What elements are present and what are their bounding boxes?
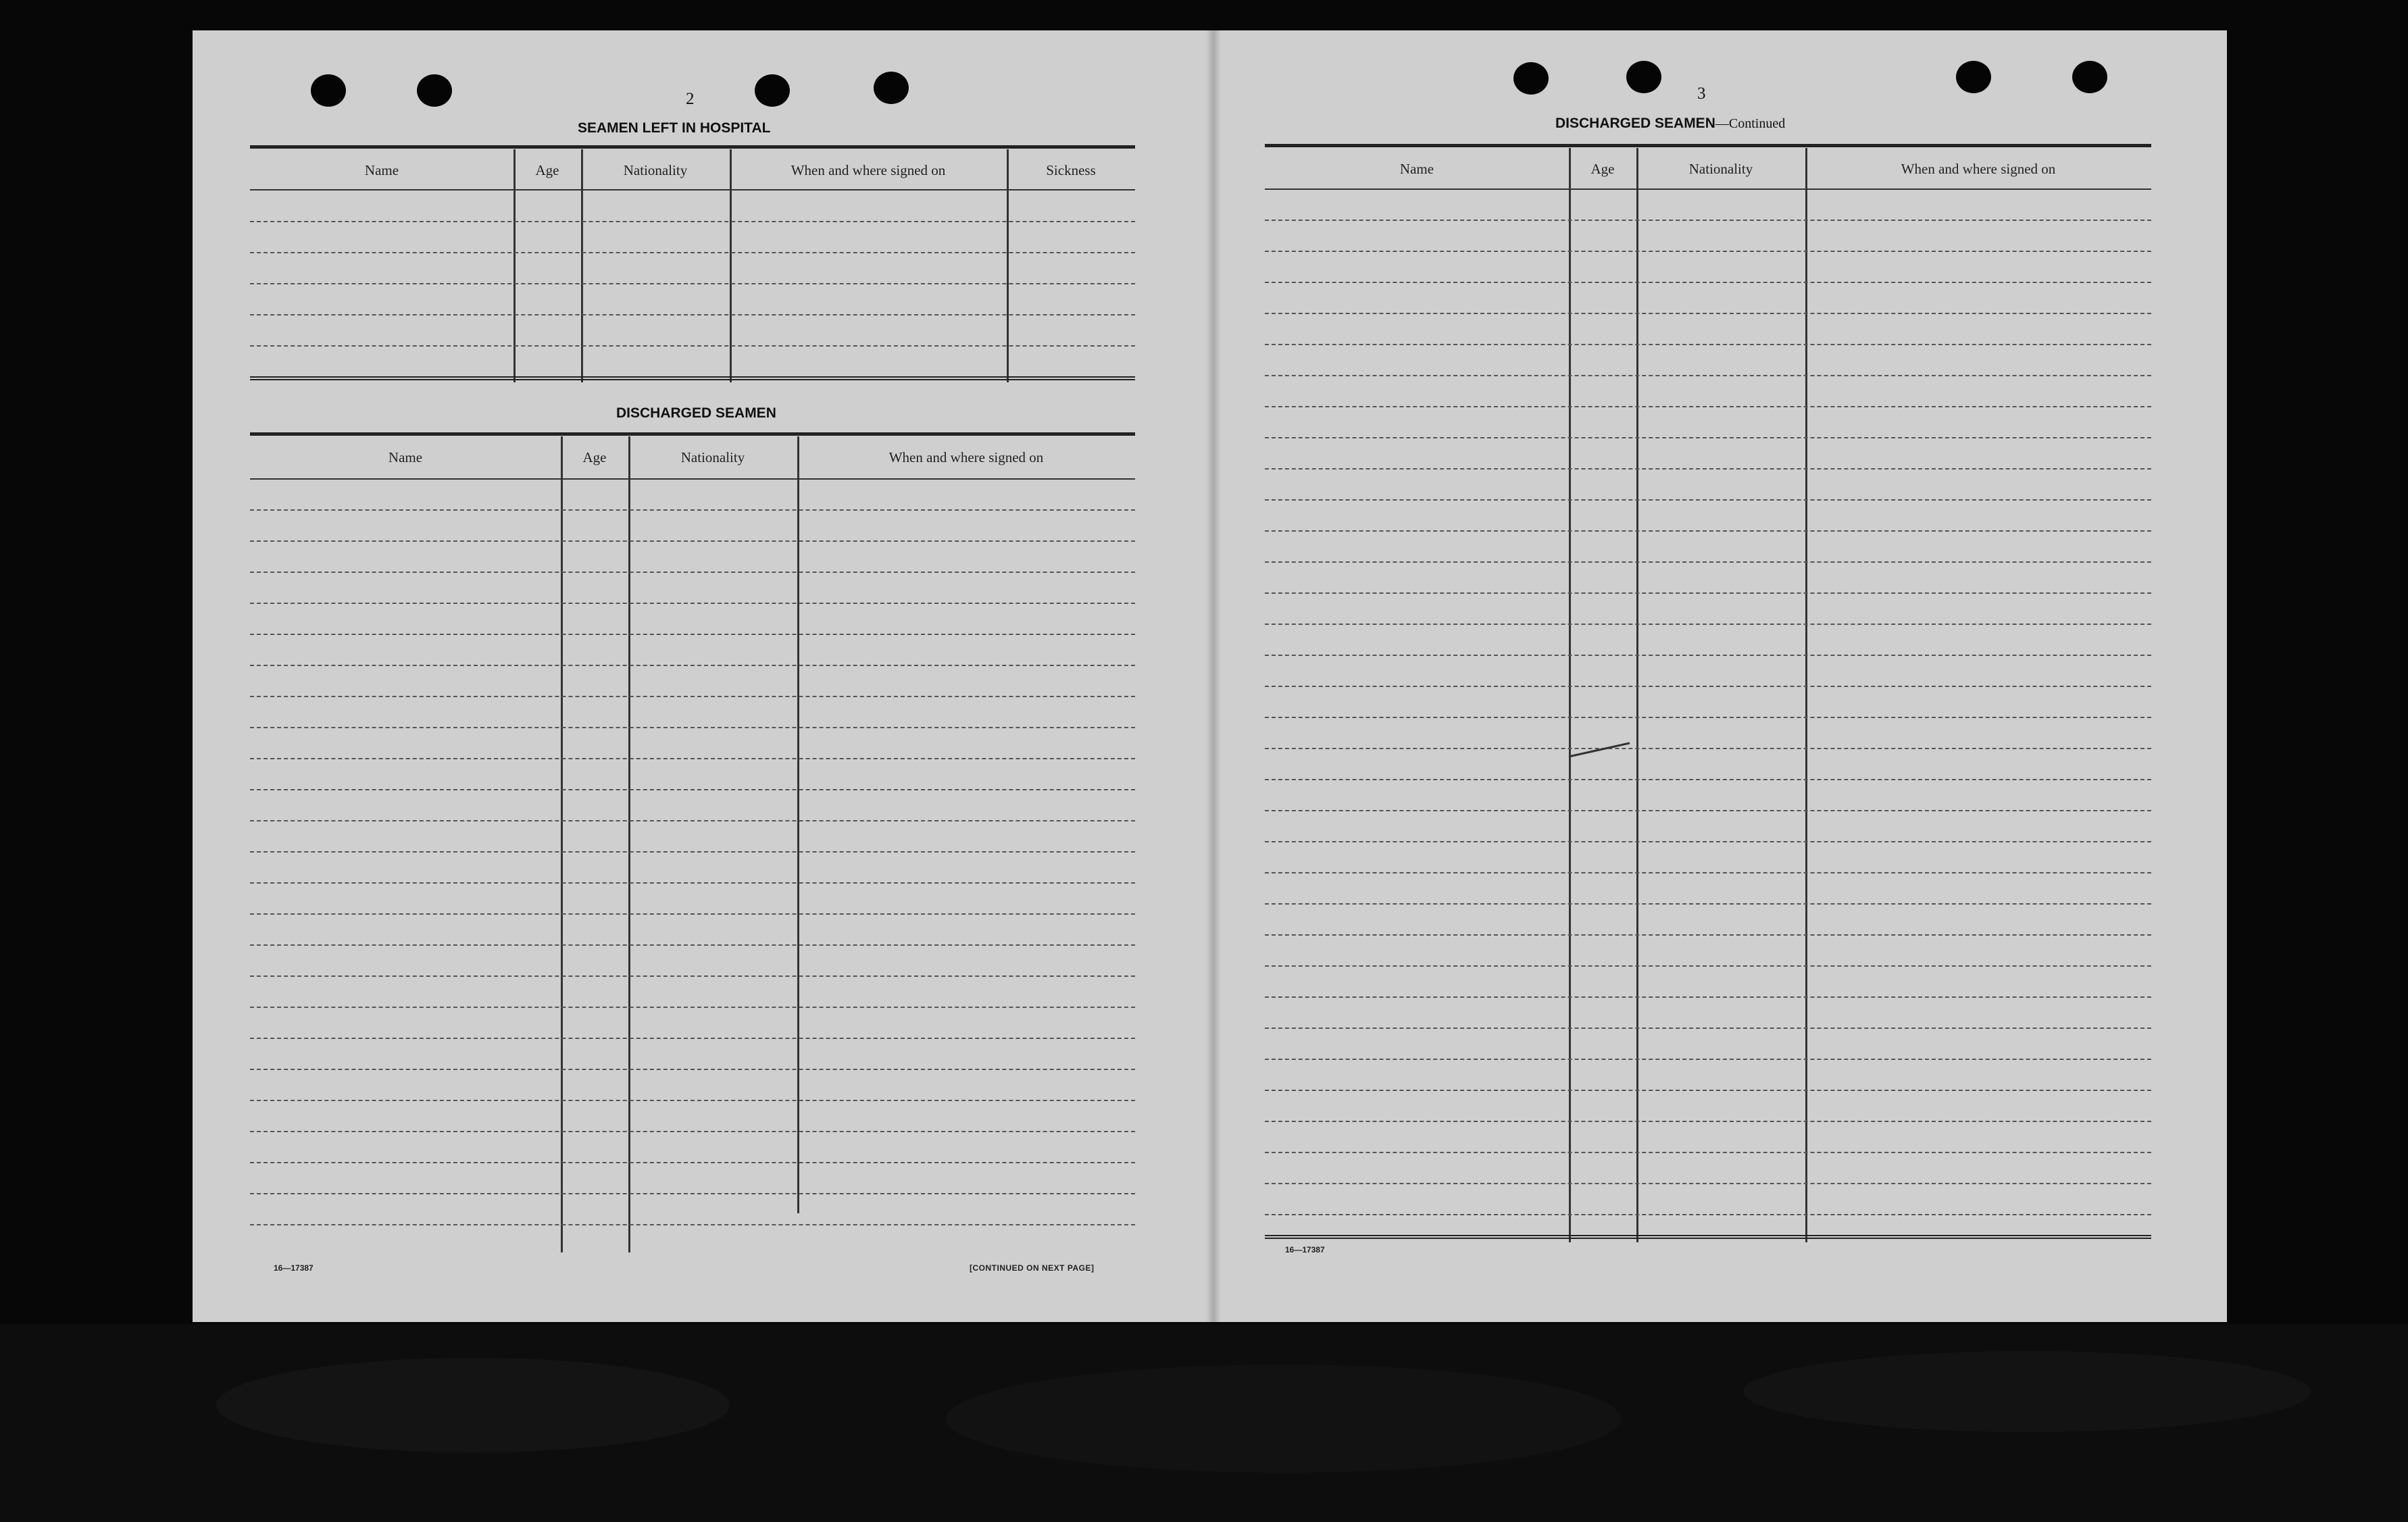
table-top-rule (1265, 144, 2151, 147)
row-rule (1265, 282, 2151, 284)
row-rule (1265, 1059, 2151, 1061)
column-divider (513, 149, 516, 382)
page-number: 2 (686, 90, 695, 108)
row-rule (250, 696, 1135, 698)
row-rule (1265, 717, 2151, 719)
column-header-nationality: Nationality (1688, 161, 1753, 177)
header-rule (250, 189, 1135, 191)
column-header-name: Name (364, 162, 399, 178)
form-code: 16—17387 (274, 1263, 313, 1273)
row-rule (250, 540, 1135, 542)
row-rule (1265, 468, 2151, 470)
column-header-signed-on: When and where signed on (1901, 161, 2056, 177)
row-rule (250, 1162, 1135, 1164)
column-header-age: Age (535, 162, 559, 178)
table-top-rule (250, 145, 1135, 149)
row-rule (250, 509, 1135, 511)
column-header-signed-on: When and where signed on (791, 162, 946, 178)
right-page (1265, 84, 2151, 1260)
row-rule (250, 944, 1135, 946)
row-rule (1265, 437, 2151, 439)
row-rule (1265, 872, 2151, 874)
column-divider (797, 436, 799, 1213)
column-divider (1636, 148, 1638, 1242)
left-page (250, 84, 1135, 1284)
row-rule (250, 221, 1135, 223)
row-rule (250, 1007, 1135, 1009)
row-rule (1265, 655, 2151, 657)
row-rule (1265, 810, 2151, 812)
section-title-text: DISCHARGED SEAMEN (1555, 116, 1715, 131)
row-rule (250, 913, 1135, 915)
row-rule (1265, 748, 2151, 750)
row-rule (1265, 1090, 2151, 1092)
row-rule (1265, 220, 2151, 222)
discharged-continued-title (1555, 116, 1785, 132)
row-rule (250, 851, 1135, 853)
row-rule (250, 1224, 1135, 1226)
row-rule (250, 283, 1135, 285)
continued-note: [CONTINUED ON NEXT PAGE] (970, 1263, 1095, 1273)
form-code: 16—17387 (1285, 1245, 1325, 1254)
row-rule (250, 345, 1135, 347)
row-rule (1265, 1214, 2151, 1216)
row-rule (1265, 934, 2151, 936)
row-rule (1265, 965, 2151, 967)
row-rule (250, 252, 1135, 254)
row-rule (1265, 406, 2151, 408)
row-rule (1265, 1152, 2151, 1154)
row-rule (1265, 251, 2151, 253)
row-rule (1265, 686, 2151, 688)
row-rule (1265, 1183, 2151, 1185)
row-rule (1265, 344, 2151, 346)
center-fold (1206, 30, 1221, 1322)
row-rule (250, 634, 1135, 636)
header-rule (1265, 188, 2151, 191)
row-rule (1265, 375, 2151, 377)
column-divider (1007, 149, 1009, 382)
row-rule (250, 572, 1135, 574)
row-rule (250, 603, 1135, 605)
row-rule (1265, 592, 2151, 594)
row-rule (1265, 1028, 2151, 1030)
table-top-rule (250, 432, 1135, 436)
row-rule (1265, 1121, 2151, 1123)
row-rule (250, 820, 1135, 822)
row-rule (250, 1193, 1135, 1195)
column-header-nationality: Nationality (680, 449, 745, 465)
column-divider (561, 436, 563, 1252)
discharged-continued-table (1265, 144, 2151, 1245)
discharged-table (250, 432, 1135, 1257)
row-rule (250, 1131, 1135, 1133)
row-rule (1265, 841, 2151, 843)
row-rule (250, 665, 1135, 667)
column-header-nationality: Nationality (623, 162, 688, 178)
column-divider (1805, 148, 1807, 1242)
row-rule (250, 1100, 1135, 1102)
row-rule (1265, 779, 2151, 781)
row-rule (1265, 499, 2151, 501)
table-bottom-rule (250, 376, 1135, 380)
header-rule (250, 478, 1135, 480)
column-divider (1569, 148, 1571, 1242)
row-rule (250, 1038, 1135, 1040)
hospital-table (250, 145, 1135, 476)
row-rule (250, 727, 1135, 729)
row-rule (250, 882, 1135, 884)
column-header-age: Age (582, 449, 607, 465)
row-rule (1265, 561, 2151, 563)
discharged-section-title: DISCHARGED SEAMEN (616, 405, 776, 421)
column-divider (628, 436, 630, 1252)
row-rule (250, 314, 1135, 316)
row-rule (1265, 624, 2151, 626)
column-header-age: Age (1590, 161, 1615, 177)
column-divider (730, 149, 732, 382)
pen-stroke (1567, 740, 1635, 760)
row-rule (1265, 530, 2151, 532)
continued-suffix: —Continued (1715, 116, 1786, 131)
column-header-name: Name (388, 449, 423, 465)
row-rule (1265, 903, 2151, 905)
row-rule (250, 975, 1135, 978)
row-rule (1265, 313, 2151, 315)
column-header-name: Name (1399, 161, 1434, 177)
column-header-sickness: Sickness (1046, 162, 1096, 178)
row-rule (250, 758, 1135, 760)
table-bottom-rule (1265, 1235, 2151, 1239)
row-rule (250, 1069, 1135, 1071)
column-header-signed-on: When and where signed on (888, 449, 1044, 465)
hospital-section-title: SEAMEN LEFT IN HOSPITAL (578, 120, 771, 136)
row-rule (1265, 996, 2151, 998)
page-number: 3 (1697, 84, 1706, 103)
row-rule (250, 789, 1135, 791)
column-divider (581, 149, 583, 382)
